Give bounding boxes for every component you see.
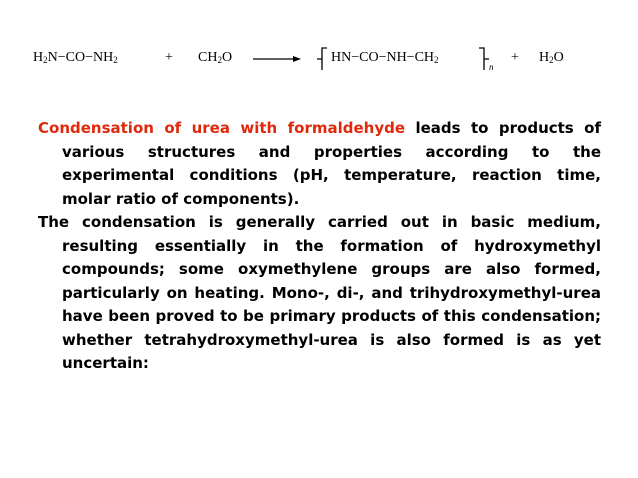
reaction-equation [33,44,593,74]
paragraph-1 [38,117,601,211]
highlighted-phrase: Condensation of urea with formaldehyde [38,119,406,137]
urea-formula: $H_2N-CO-NH_2$ [33,50,118,65]
paragraph-1-text: leads to products of various structures and properties according to the experimental conditions (pH, temperature, reaction time, molar ratio of components). [62,119,601,208]
body-text [38,117,601,376]
polymer-repeat-unit: $HN-CO-NH-CH_2$ [331,50,439,65]
left-bracket-icon [316,44,330,74]
polymer-subscript-n: n [489,62,494,72]
paragraph-2: The condensation is generally carried out in basic medium, resulting essentially in the formation of hydroxymethyl compounds; some oxymethylene groups are also formed, particularly on heating. Mono-, di-, and trihydroxymethyl-urea have been proved to be primary products of this condensation; whether tetrahydroxymethyl-urea is also formed is as yet uncertain: [38,213,601,372]
water-formula: $H_2O$ [539,50,564,65]
formaldehyde-formula: $CH_2O$ [198,50,233,65]
plus-sign: + [165,50,173,65]
plus-sign: + [511,50,519,65]
reaction-arrow-icon [253,48,303,68]
